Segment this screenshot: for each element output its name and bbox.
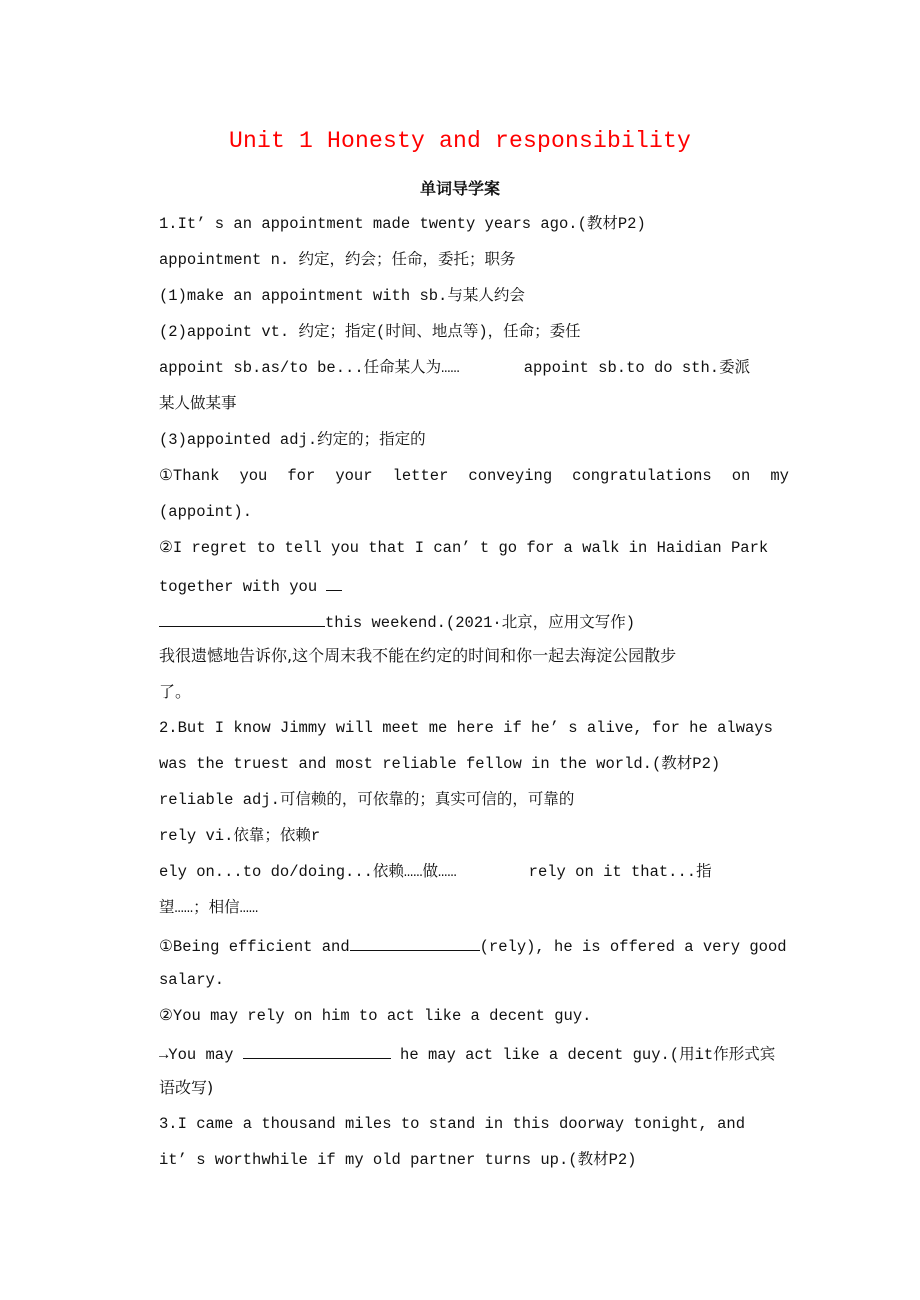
fill-blank[interactable]: [243, 1040, 391, 1059]
text-line: it’ s worthwhile if my old partner turns up.(教材P2): [159, 1151, 637, 1169]
word: conveying: [468, 467, 553, 485]
document-title: Unit 1 Honesty and responsibility: [228, 128, 692, 154]
fill-blank[interactable]: [326, 572, 342, 591]
text-segment: together with you: [159, 578, 318, 596]
text-line: 2.But I know Jimmy will meet me here if he’ s alive, for he always: [159, 719, 773, 737]
text-segment: ely on...to do/doing...依赖……做……: [159, 863, 457, 881]
word: your: [335, 467, 373, 485]
word: for: [287, 467, 316, 485]
text-line: 语改写): [159, 1078, 214, 1097]
text-line: 望……；相信……: [159, 899, 259, 917]
text-line: [159, 608, 635, 632]
word: on: [731, 467, 751, 485]
text-line: [159, 932, 787, 956]
text-line: [159, 356, 750, 380]
text-line: (1)make an appointment with sb.与某人约会: [159, 287, 525, 305]
text-line: 3.I came a thousand miles to stand in this doorway tonight, and: [159, 1115, 745, 1133]
text-segment: (rely), he is offered a very good: [479, 938, 787, 956]
text-line: salary.: [159, 971, 225, 989]
text-line: [159, 1040, 775, 1064]
text-segment: this weekend.(2021·北京，应用文写作): [325, 614, 636, 632]
text-line: [159, 860, 712, 884]
text-line: 1.It’ s an appointment made twenty years ago.(教材P2): [159, 215, 646, 233]
text-line: was the truest and most reliable fellow in the world.(教材P2): [159, 755, 721, 773]
text-line: rely vi.依靠；依赖r: [159, 827, 321, 845]
text-line: ②I regret to tell you that I can’ t go for a walk in Haidian Park: [159, 539, 769, 557]
word: ①Thank: [159, 467, 220, 485]
text-segment: rely on it that...指: [528, 863, 712, 881]
text-line: (appoint).: [159, 503, 253, 521]
text-line: reliable adj.可信赖的，可依靠的；真实可信的，可靠的: [159, 791, 575, 809]
text-line: appointment n. 约定，约会；任命，委托；职务: [159, 251, 516, 269]
fill-blank[interactable]: [159, 608, 325, 627]
text-line: 了。: [159, 682, 192, 701]
word: congratulations: [572, 467, 712, 485]
text-segment: appoint sb.as/to be...任命某人为……: [159, 359, 460, 377]
word: you: [239, 467, 268, 485]
text-line: 某人做某事: [159, 395, 237, 413]
text-line: (3)appointed adj.约定的；指定的: [159, 431, 426, 449]
text-segment: →You may: [159, 1046, 234, 1064]
text-segment: he may act like a decent guy.(用it作形式宾: [400, 1046, 776, 1064]
text-line: ②You may rely on him to act like a decent guy.: [159, 1007, 592, 1025]
fill-blank[interactable]: [350, 932, 480, 951]
text-line: 我很遗憾地告诉你,这个周末我不能在约定的时间和你一起去海淀公园散步: [159, 646, 677, 665]
text-line-justified: [159, 464, 789, 488]
text-segment: appoint sb.to do sth.委派: [523, 359, 751, 377]
text-segment: ①Being efficient and: [159, 938, 350, 956]
section-subtitle: 单词导学案: [419, 179, 500, 198]
word: my: [770, 467, 789, 485]
text-line: (2)appoint vt. 约定；指定(时间、地点等)，任命；委任: [159, 323, 581, 341]
word: letter: [392, 467, 449, 485]
text-line: [159, 572, 342, 596]
